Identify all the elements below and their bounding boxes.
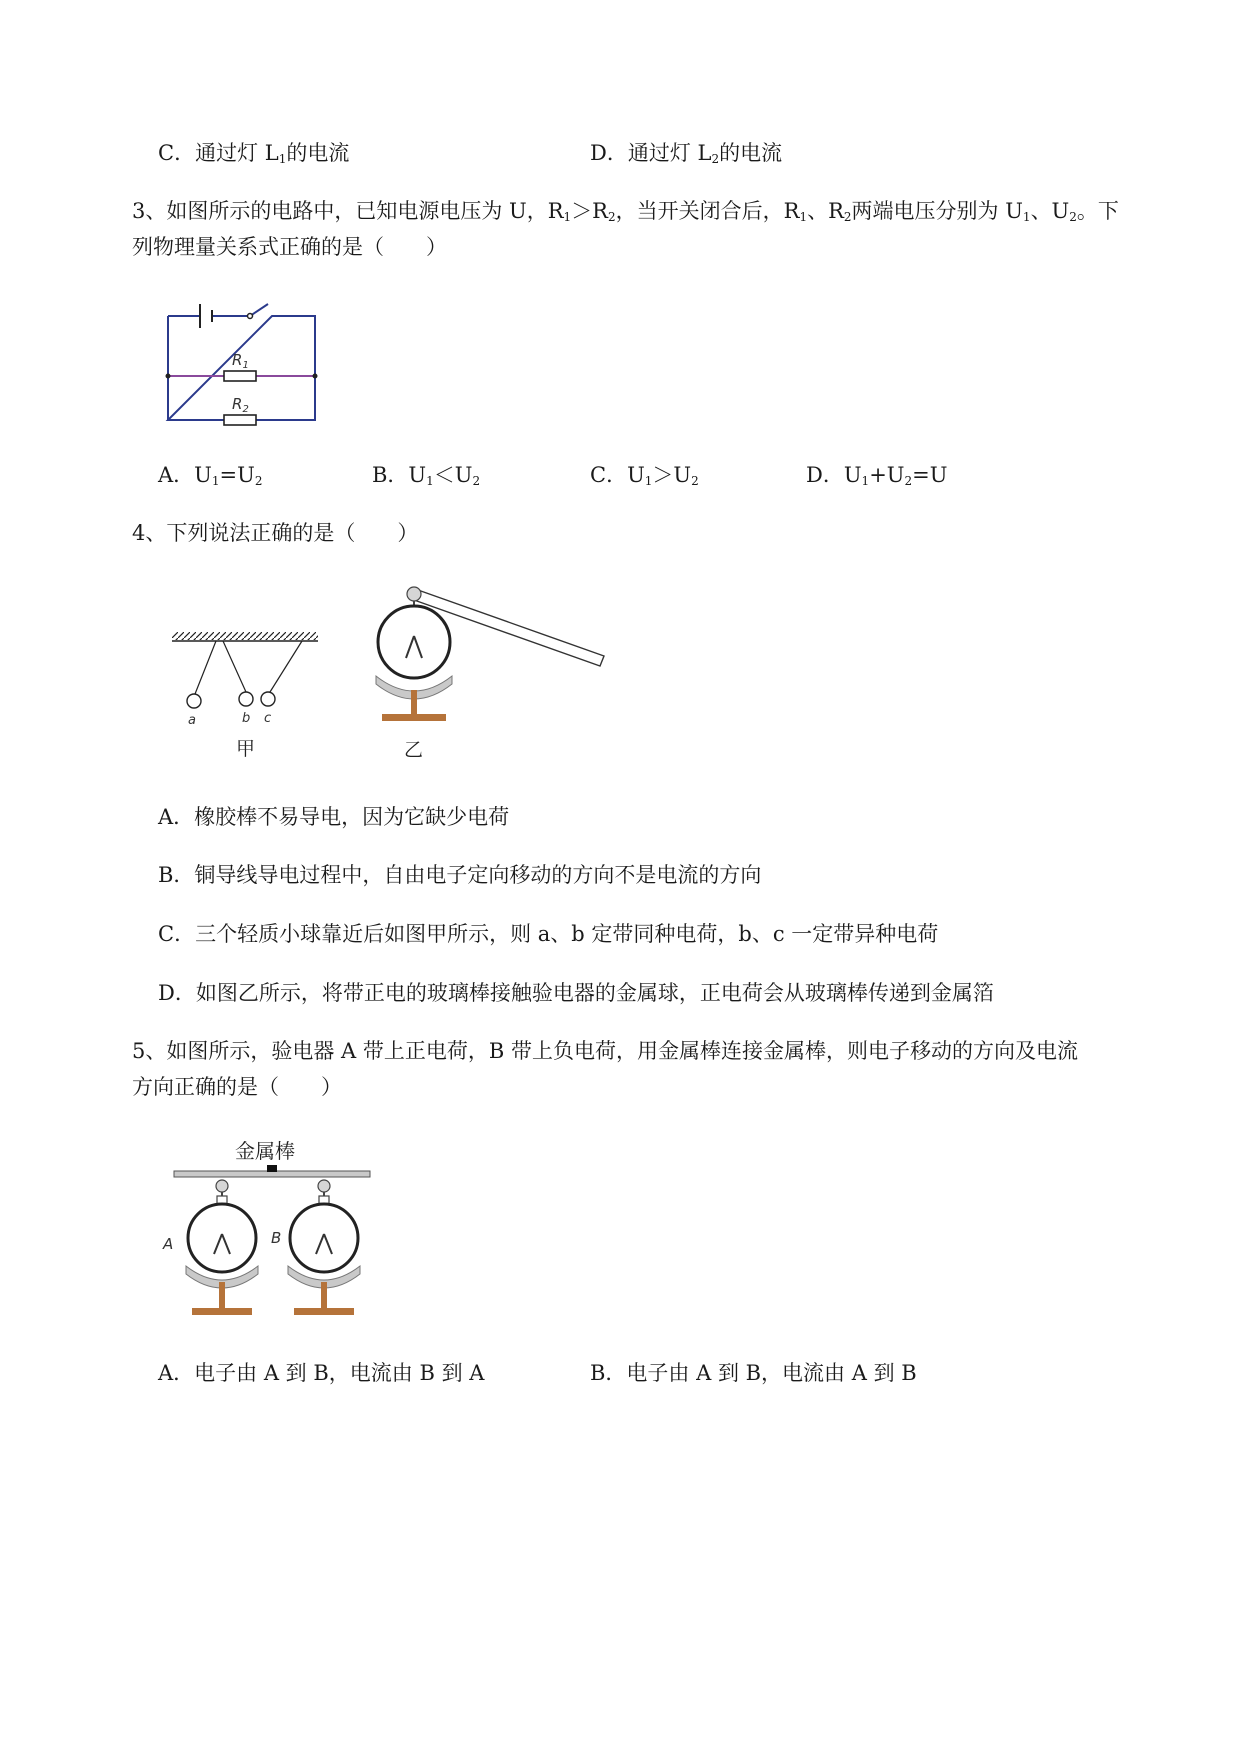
resistor-r1 — [224, 371, 256, 381]
jar-b — [290, 1204, 358, 1272]
metal-ball-icon — [407, 587, 421, 601]
string-a — [195, 641, 216, 694]
battery-icon — [200, 304, 212, 328]
stand-base — [382, 714, 446, 721]
electroscope-a — [186, 1180, 258, 1315]
q3-stem-line2: 列物理量关系式正确的是（ ） — [132, 235, 447, 259]
ball-a-icon — [187, 694, 201, 708]
q3-circuit-diagram — [160, 292, 330, 432]
electroscope-b — [288, 1180, 360, 1315]
resistor-r1-label: $R_1$ — [232, 351, 249, 371]
ball-c-icon — [261, 692, 275, 706]
q4-stem: 4、下列说法正确的是（ ） — [132, 521, 419, 545]
q4-option-b[interactable]: B．铜导线导电过程中，自由电子定向移动的方向不是电流的方向 — [158, 863, 762, 887]
metal-ball-b-icon — [318, 1180, 330, 1192]
option-c-prev: C．通过灯 $L_1$的电流 — [158, 141, 350, 166]
stand-post — [411, 690, 417, 714]
ball-a-label: a — [188, 713, 196, 728]
switch-pivot-icon — [248, 314, 253, 319]
label-a: A — [163, 1235, 174, 1253]
figure-jia-label: 甲 — [236, 738, 256, 760]
q5-stem-line1: 5、如图所示，验电器 A 带上正电荷，B 带上负电荷，用金属棒连接金属棒，则电子移动的方向及电流 — [132, 1039, 1078, 1063]
q4-figure-yi — [368, 578, 608, 762]
electroscope-jar — [378, 606, 450, 678]
ball-c-label: c — [264, 711, 272, 726]
q5-figure — [160, 1136, 376, 1326]
q4-option-d[interactable]: D．如图乙所示，将带正电的玻璃棒接触验电器的金属球，正电荷会从玻璃棒传递到金属箔 — [158, 981, 994, 1005]
q3-option-c[interactable]: C．$U_1>U_2$ — [590, 463, 699, 488]
rod-label: 金属棒 — [235, 1139, 295, 1163]
resistor-r2-label: $R_2$ — [232, 395, 249, 415]
figure-yi-label: 乙 — [404, 739, 424, 761]
string-c — [270, 641, 302, 692]
jar-a — [188, 1204, 256, 1272]
q5-stem-line2: 方向正确的是（ ） — [132, 1075, 342, 1099]
q5-option-a[interactable]: A．电子由 A 到 B，电流由 B 到 A — [158, 1361, 485, 1385]
q4-figure-jia — [166, 626, 326, 762]
rod-handle — [267, 1165, 277, 1172]
metal-ball-a-icon — [216, 1180, 228, 1192]
junction-node-right — [313, 374, 318, 379]
label-b: B — [271, 1229, 282, 1247]
q5-option-b[interactable]: B．电子由 A 到 B，电流由 A 到 B — [590, 1361, 917, 1385]
q3-stem-line1: 3、如图所示的电路中，已知电源电压为 U，$R_1>R_2$，当开关闭合后，$R_1$、$R_2$两端电压分别为 $U_1$、$U_2$。下 — [132, 199, 1119, 224]
q3-option-a[interactable]: A．$U_1=U_2$ — [158, 463, 263, 488]
ball-b-label: b — [242, 711, 251, 726]
q3-option-b[interactable]: B．$U_1<U_2$ — [372, 463, 481, 488]
q4-option-a[interactable]: A．橡胶棒不易导电，因为它缺少电荷 — [158, 805, 510, 829]
ball-b-icon — [239, 692, 253, 706]
junction-node-left — [166, 374, 171, 379]
ceiling-hatch — [172, 632, 318, 640]
q4-option-c[interactable]: C．三个轻质小球靠近后如图甲所示，则 a、b 定带同种电荷，b、c 一定带异种电荷 — [158, 922, 939, 946]
q3-option-d[interactable]: D．$U_1+U_2=U$ — [806, 463, 948, 488]
string-b — [223, 641, 246, 692]
resistor-r2 — [224, 415, 256, 425]
option-d-prev: D．通过灯 $L_2$的电流 — [590, 141, 783, 166]
